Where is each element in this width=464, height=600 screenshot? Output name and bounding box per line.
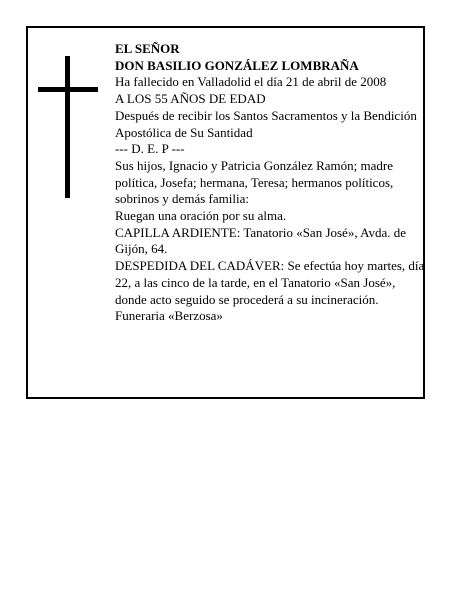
obituary-notice xyxy=(26,26,425,399)
chapel-line: CAPILLA ARDIENTE: Tanatorio «San José», Avda. de Gijón, 64. xyxy=(115,224,407,257)
sacraments-line: Después de recibir los Santos Sacramentos y la Bendición Apostólica de Su Santidad xyxy=(115,107,417,140)
title-line-1: EL SEÑOR xyxy=(115,41,180,56)
farewell-line: DESPEDIDA DEL CADÁVER: Se efectúa hoy martes, día 22, a las cinco de la tarde, en el Tanatorio «San José», donde acto seguido se procederá a su incineración. xyxy=(115,258,425,307)
cross-horizontal-bar xyxy=(38,87,98,92)
family-line: Sus hijos, Ignacio y Patricia González Ramón; madre política, Josefa; hermana, Teresa; hermanos políticos, sobrinos y demás familia: xyxy=(115,157,394,207)
cross-icon xyxy=(38,56,98,198)
death-info: Ha fallecido en Valladolid el día 21 de abril de 2008 xyxy=(115,74,387,90)
cross-vertical-bar xyxy=(65,56,70,198)
deceased-name: DON BASILIO GONZÁLEZ LOMBRAÑA xyxy=(115,57,359,73)
age-line: A LOS 55 AÑOS DE EDAD xyxy=(115,91,266,107)
funeral-home-line: Funeraria «Berzosa» xyxy=(115,308,223,324)
rip-line: --- D. E. P --- xyxy=(115,141,185,157)
prayer-line: Ruegan una oración por su alma. xyxy=(115,208,287,224)
notice-text xyxy=(115,41,427,325)
